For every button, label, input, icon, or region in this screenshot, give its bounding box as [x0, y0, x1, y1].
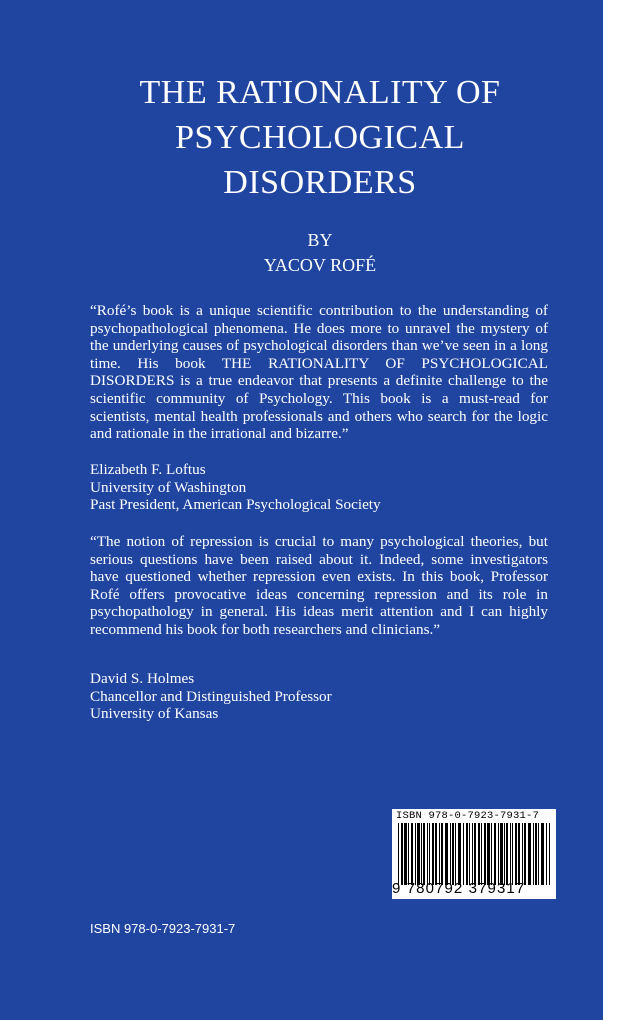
title-line-1: THE RATIONALITY OF	[139, 74, 501, 111]
by-label: BY	[307, 230, 333, 250]
endorser-title: Past President, American Psychological Society	[90, 496, 381, 514]
endorser-name: Elizabeth F. Loftus	[90, 461, 206, 478]
endorsement-attribution-holmes	[90, 670, 550, 723]
endorser-affiliation: University of Washington	[90, 478, 247, 496]
endorsement-quote-holmes: “The notion of repression is crucial to many psychological theories, but serious questions have been raised about it. Indeed, some investigators have questioned whether repression even exists. In this book, Professor Rofé offers provocative ideas concerning repression and its role in psychopathology in general. His ideas merit attention and I can highly recommend his book for both researchers and clinicians.”	[90, 533, 548, 638]
book-title	[0, 70, 640, 205]
endorsement-attribution-loftus	[90, 461, 550, 514]
endorser-name: David S. Holmes	[90, 670, 195, 687]
barcode	[392, 809, 556, 899]
endorser-title: Chancellor and Distinguished Professor	[90, 687, 332, 705]
barcode-bars-icon	[398, 823, 550, 885]
barcode-digits: 9 780792 379317	[392, 880, 526, 897]
author-name: YACOV ROFÉ	[263, 255, 377, 275]
endorser-affiliation: University of Kansas	[90, 705, 219, 723]
barcode-isbn-label: ISBN 978-0-7923-7931-7	[396, 810, 540, 822]
title-line-2: PSYCHOLOGICAL	[175, 119, 465, 156]
title-line-3: DISORDERS	[223, 164, 417, 201]
isbn-footer: ISBN 978-0-7923-7931-7	[90, 921, 236, 936]
endorsement-quote-loftus: “Rofé’s book is a unique scientific contribution to the understanding of psychopathological phenomena. He does more to unravel the mystery of the underlying causes of psychological disorders than we’ve seen in a long time. His book THE RATIONALITY OF PSYCHOLOGICAL DISORDERS is a true endeavor that presents a definite challenge to the scientific community of Psychology. This book is a must-read for scientists, mental health professionals and others who search for the logic and rationale in the irrational and bizarre.”	[90, 302, 548, 443]
